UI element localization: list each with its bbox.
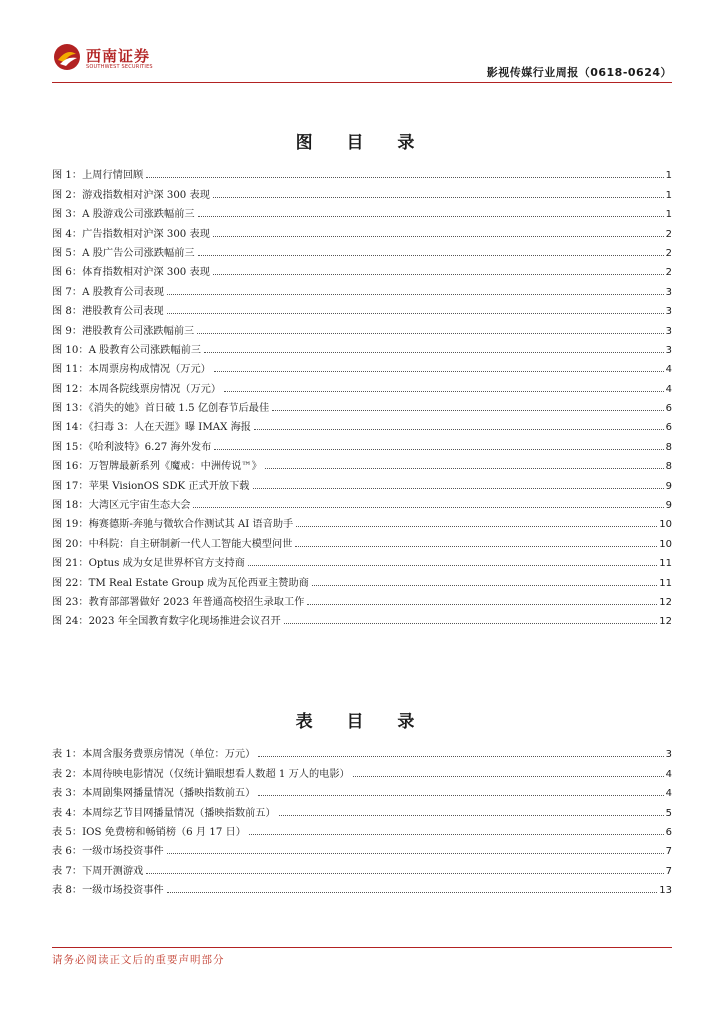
toc-entry-label: 图 18：大湾区元宇宙生态大会 [52,500,191,512]
toc-dot-leader [198,255,664,256]
toc-entry-label: 图 16：万智牌最新系列《魔戒：中洲传说™》 [52,461,262,473]
header-divider [52,82,672,83]
toc-dot-leader [198,216,664,217]
toc-entry-label: 图 17：苹果 VisionOS SDK 正式开放下载 [52,480,250,492]
toc-entry-page: 11 [659,558,672,570]
toc-entry[interactable] [52,877,672,896]
toc-entry-label: 图 3：A 股游戏公司涨跌幅前三 [52,209,195,221]
toc-entry-label: 图 9：港股教育公司涨跌幅前三 [52,325,195,337]
toc-entry-label: 图 23：教育部部署做好 2023 年普通高校招生录取工作 [52,596,305,608]
toc-entry-label: 图 24：2023 年全国教育数字化现场推进会议召开 [52,616,281,628]
toc-entry-label: 图 8：港股教育公司表现 [52,306,164,318]
toc-entry-label: 表 8：一级市场投资事件 [52,885,164,897]
toc-dot-leader [214,371,664,372]
toc-dot-leader [296,526,657,527]
table-index-list [52,741,672,896]
logo-icon [52,42,82,72]
toc-entry[interactable] [52,395,672,414]
toc-entry[interactable] [52,511,672,530]
toc-entry[interactable] [52,492,672,511]
toc-entry-page: 6 [665,422,672,434]
toc-entry-label: 图 4：广告指数相对沪深 300 表现 [52,228,210,240]
toc-entry-page: 3 [665,749,672,761]
toc-entry[interactable] [52,433,672,452]
toc-entry[interactable] [52,569,672,588]
toc-entry[interactable] [52,356,672,375]
toc-entry-label: 表 7：下周开测游戏 [52,865,144,877]
toc-entry-label: 图 7：A 股教育公司表现 [52,286,165,298]
toc-entry-label: 图 22：TM Real Estate Group 成为瓦伦西亚主赞助商 [52,577,309,589]
toc-dot-leader [213,197,664,198]
toc-dot-leader [279,815,664,816]
toc-dot-leader [312,585,657,586]
toc-entry-page: 5 [665,807,672,819]
toc-entry[interactable] [52,857,672,876]
toc-entry-label: 图 2：游戏指数相对沪深 300 表现 [52,189,210,201]
toc-dot-leader [258,795,663,796]
toc-dot-leader [214,449,663,450]
toc-entry[interactable] [52,375,672,394]
toc-entry-page: 7 [665,865,672,877]
toc-dot-leader [167,294,664,295]
toc-entry[interactable] [52,240,672,259]
toc-dot-leader [248,565,657,566]
toc-entry-label: 表 6：一级市场投资事件 [52,846,164,858]
toc-entry-label: 表 5：IOS 免费榜和畅销榜（6 月 17 日） [52,826,246,838]
report-title: 影视传媒行业周报（0618-0624） [486,66,672,79]
toc-dot-leader [204,352,664,353]
toc-entry-page: 10 [659,538,672,550]
toc-entry-page: 7 [665,846,672,858]
toc-entry[interactable] [52,780,672,799]
toc-entry-page: 2 [665,228,672,240]
toc-entry[interactable] [52,298,672,317]
toc-dot-leader [249,834,664,835]
toc-entry-page: 9 [665,480,672,492]
toc-entry-label: 图 5：A 股广告公司涨跌幅前三 [52,247,195,259]
toc-entry[interactable] [52,838,672,857]
toc-entry[interactable] [52,453,672,472]
toc-dot-leader [254,429,664,430]
toc-entry-page: 12 [659,616,672,628]
toc-entry-label: 图 21：Optus 成为女足世界杯官方支持商 [52,558,245,570]
toc-entry-page: 2 [665,247,672,259]
toc-entry-label: 表 3：本周剧集网播量情况（播映指数前五） [52,788,256,800]
toc-entry[interactable] [52,608,672,627]
toc-entry-label: 表 2：本周待映电影情况（仅统计猫眼想看人数超 1 万人的电影） [52,768,350,780]
toc-entry-label: 图 1：上周行情回顾 [52,170,144,182]
toc-entry-page: 10 [659,519,672,531]
brand-name-cn: 西南证券 [86,47,151,65]
toc-entry-label: 表 1：本周含服务费票房情况（单位：万元） [52,749,256,761]
toc-dot-leader [193,507,663,508]
figure-index-list [52,162,672,627]
toc-dot-leader [272,410,663,411]
disclaimer-note: 请务必阅读正文后的重要声明部分 [52,954,225,966]
toc-entry-page: 12 [659,596,672,608]
toc-entry[interactable] [52,201,672,220]
toc-entry[interactable] [52,317,672,336]
toc-dot-leader [213,236,664,237]
toc-dot-leader [307,604,657,605]
company-logo [52,42,152,76]
toc-entry-page: 6 [665,403,672,415]
toc-entry-page: 4 [665,383,672,395]
toc-entry-label: 图 14：《扫毒 3：人在天涯》曝 IMAX 海报 [52,422,251,434]
toc-entry-page: 3 [665,325,672,337]
toc-entry-page: 3 [665,286,672,298]
toc-entry-page: 4 [665,364,672,376]
toc-entry-page: 11 [659,577,672,589]
toc-entry-page: 1 [665,189,672,201]
toc-entry-page: 2 [665,267,672,279]
toc-entry[interactable] [52,220,672,239]
toc-entry[interactable] [52,414,672,433]
toc-entry-label: 图 12：本周各院线票房情况（万元） [52,383,222,395]
toc-dot-leader [353,776,664,777]
toc-entry[interactable] [52,337,672,356]
toc-dot-leader [284,623,658,624]
toc-dot-leader [167,313,664,314]
toc-entry-page: 13 [659,885,672,897]
toc-entry[interactable] [52,799,672,818]
toc-entry[interactable] [52,589,672,608]
brand-name-en: SOUTHWEST SECURITIES [86,64,153,70]
toc-entry[interactable] [52,741,672,760]
toc-entry-label: 图 13：《消失的她》首日破 1.5 亿创春节后最佳 [52,403,270,415]
toc-entry-label: 图 15：《哈利波特》6.27 海外发布 [52,441,212,453]
toc-dot-leader [146,177,663,178]
toc-dot-leader [167,892,658,893]
toc-entry[interactable] [52,530,672,549]
toc-dot-leader [224,391,664,392]
figure-index-title: 图 目 录 [295,133,429,153]
toc-dot-leader [295,546,657,547]
toc-entry-page: 1 [665,209,672,221]
toc-dot-leader [258,756,663,757]
toc-entry-page: 6 [665,826,672,838]
toc-entry-page: 8 [665,441,672,453]
toc-entry[interactable] [52,259,672,278]
toc-entry-label: 图 11：本周票房构成情况（万元） [52,364,211,376]
toc-dot-leader [146,873,663,874]
toc-entry[interactable] [52,278,672,297]
toc-entry[interactable] [52,162,672,181]
toc-entry-page: 3 [665,344,672,356]
toc-entry-label: 图 6：体育指数相对沪深 300 表现 [52,267,210,279]
toc-dot-leader [213,274,664,275]
toc-entry-page: 4 [665,788,672,800]
toc-dot-leader [253,488,664,489]
toc-entry[interactable] [52,181,672,200]
toc-entry-label: 图 20：中科院：自主研制新一代人工智能大模型问世 [52,538,293,550]
toc-entry-page: 1 [665,170,672,182]
footer-divider [52,947,672,948]
table-index-title: 表 目 录 [295,712,429,732]
toc-entry-page: 3 [665,306,672,318]
toc-entry-page: 9 [665,500,672,512]
page-header [0,0,724,84]
toc-entry-label: 图 19：梅赛德斯-奔驰与微软合作测试其 AI 语音助手 [52,519,294,531]
toc-dot-leader [265,468,664,469]
toc-entry[interactable] [52,550,672,569]
toc-dot-leader [197,333,663,334]
toc-entry-label: 图 10：A 股教育公司涨跌幅前三 [52,344,202,356]
toc-entry-label: 表 4：本周综艺节目网播量情况（播映指数前五） [52,807,276,819]
toc-entry[interactable] [52,819,672,838]
toc-entry[interactable] [52,760,672,779]
toc-entry-page: 8 [665,461,672,473]
toc-dot-leader [167,853,664,854]
toc-entry[interactable] [52,472,672,491]
toc-entry-page: 4 [665,768,672,780]
